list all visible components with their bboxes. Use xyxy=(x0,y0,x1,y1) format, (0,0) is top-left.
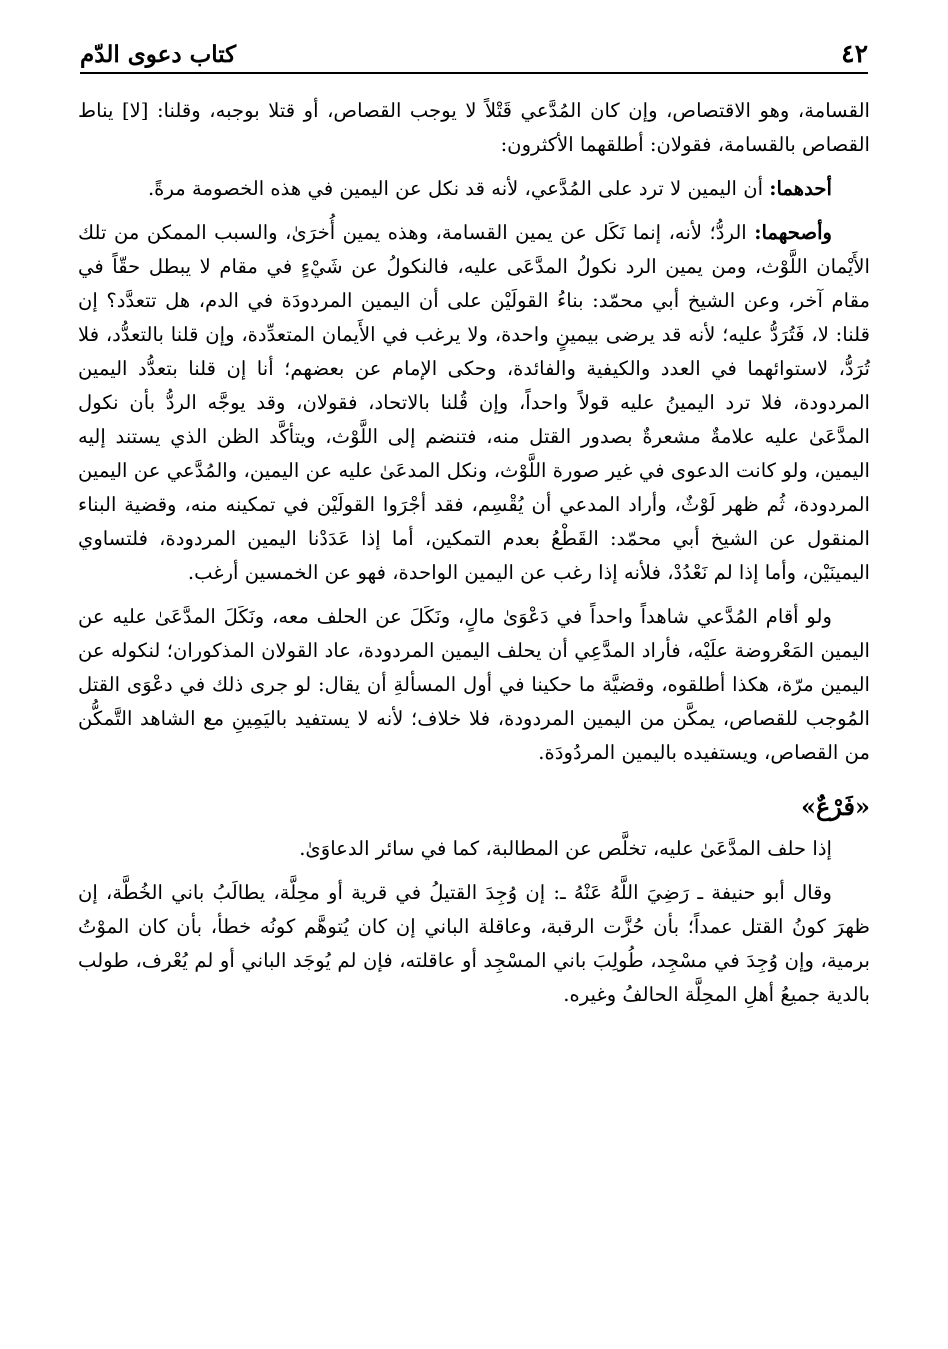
paragraph-4: ولو أقام المُدَّعي شاهداً واحداً في دَعْوَىٰ مالٍ، ونَكَلَ عن الحلف معه، ونَكَلَ المدَّعَىٰ عليه عن اليمين المَعْروضة علَيْه، فأراد المدَّعِي أن يحلف اليمين المردودة، عاد القولان المذكوران؛ لنكوله عن اليمين مرّة، هكذا أطلقوه، وقضيَّة ما حكينا في أول المسألةِ أن يقال: لو جرى ذلك في دعْوَى القتل المُوجب للقصاص، يمكَّن من اليمين المردودة، فلا خلاف؛ لأنه لا يستفيد باليَمِينِ مع الشاهد التَّمكُّن من القصاص، ويستفيده باليمين المردُودَة. xyxy=(78,605,870,764)
paragraph-2 xyxy=(78,172,870,206)
paragraph-3-text: الردُّ؛ لأنه، إنما نَكَل عن يمين القسامة، وهذه يمين أُخرَىٰ، والسبب الممكن من تلك الأَيْمان اللَّوْث، ومن يمين الرد نكولُ المدَّعَى عليه، فالنكولُ عن شَيْءٍ في مقام لا يبطل حقّاً في مقام آخر، وعن الشيخ أبي محمّد: بناءُ القولَيْن على أن اليمين المردودَة في الدم، هل تتعدَّد؟ إن قلنا: لا، فَتُرَدُّ عليه؛ لأنه قد يرضى بيمينٍ واحدة، ولا يرغب في الأَيمان المتعدِّدة، وإن قلنا بالتعدُّد، فلا تُرَدُّ، لاستوائهما في العدد والكيفية والفائدة، وحكى الإمام عن بعضهم؛ أنا إن قلنا بتعدُّد اليمين المردودة، فلا ترد اليمينُ عليه قولاً واحداً، وإن قُلنا بالاتحاد، فقولان، وقد يوجَّه الردُّ بأن نكول المدَّعَىٰ عليه علامةٌ مشعرةٌ بصدور القتل منه، فتنضم إلى اللَّوْث، ويتأكَّد الظن الذي يستند إليه اليمين، ولو كانت الدعوى في غير صورة اللَّوْث، ونكل المدعَىٰ عليه عن اليمين، والمُدَّعي عن اليمين المردودة، ثُم ظهر لَوْثٌ، وأراد المدعي أن يُقْسِم، فقد أجْرَوا القولَيْن في تمكينه منه، وقضية البناء المنقول عن الشيخ أبي محمّد: القَطْعُ بعدم التمكين، أما إذا عَدَدْنا اليمين المردودة، فلتساوي اليمينَيْن، وأما إذا لم نَعْدُدْ، فلأنه إذا رغب عن اليمين الواحدة، فهو عن الخمسين أرغب. xyxy=(78,221,870,584)
paragraph-1: القسامة، وهو الاقتصاص، وإن كان المُدَّعي قَتْلاً لا يوجب القصاص، أو قتلا بوجبه، وقلنا: [لا] يناط القصاص بالقسامة، فقولان: أطلقهما الأكثرون: xyxy=(78,99,870,156)
main-text xyxy=(78,94,870,1022)
paragraph-3 xyxy=(78,216,870,590)
paragraph-3-lead: وأصحهما: xyxy=(754,221,832,244)
running-title: كتاب دعوى الدّم xyxy=(80,41,237,68)
paragraph-2-lead: أحدهما: xyxy=(769,177,832,200)
paragraph-6: وقال أبو حنيفة ـ رَضِيَ اللَّهُ عَنْهُ ـ: إن وُجِدَ القتيلُ في قرية أو محِلَّة، يطالَبُ باني الخُطَّة، إن ظهرَ كونُ القتل عمداً؛ بأن حُزَّت الرقبة، وعاقلة الباني إن كان يُتوهَّم كونُه خطأ، بأن كان الموْتُ برمية، وإن وُجِدَ في مسْجِد، طُولِبَ باني المسْجِد أو عاقلته، فإن لم يُوجَد الباني أو لم يُعْرف، طولب بالدية جميعُ أهلِ المحِلَّة الحالفُ وغيره. xyxy=(78,881,870,1006)
paragraph-5: إذا حلف المدَّعَىٰ عليه، تخلَّص عن المطالبة، كما في سائر الدعاوَىٰ. xyxy=(299,837,832,860)
paragraph-2-text: أن اليمين لا ترد على المُدَّعي، لأنه قد نكل عن اليمين في هذه الخصومة مرةً. xyxy=(147,177,770,200)
header-rule xyxy=(80,72,868,74)
page-header xyxy=(80,28,868,68)
section-title-far: «فَرْعٌ» xyxy=(800,792,870,821)
page-number: ٤٢ xyxy=(841,39,868,68)
